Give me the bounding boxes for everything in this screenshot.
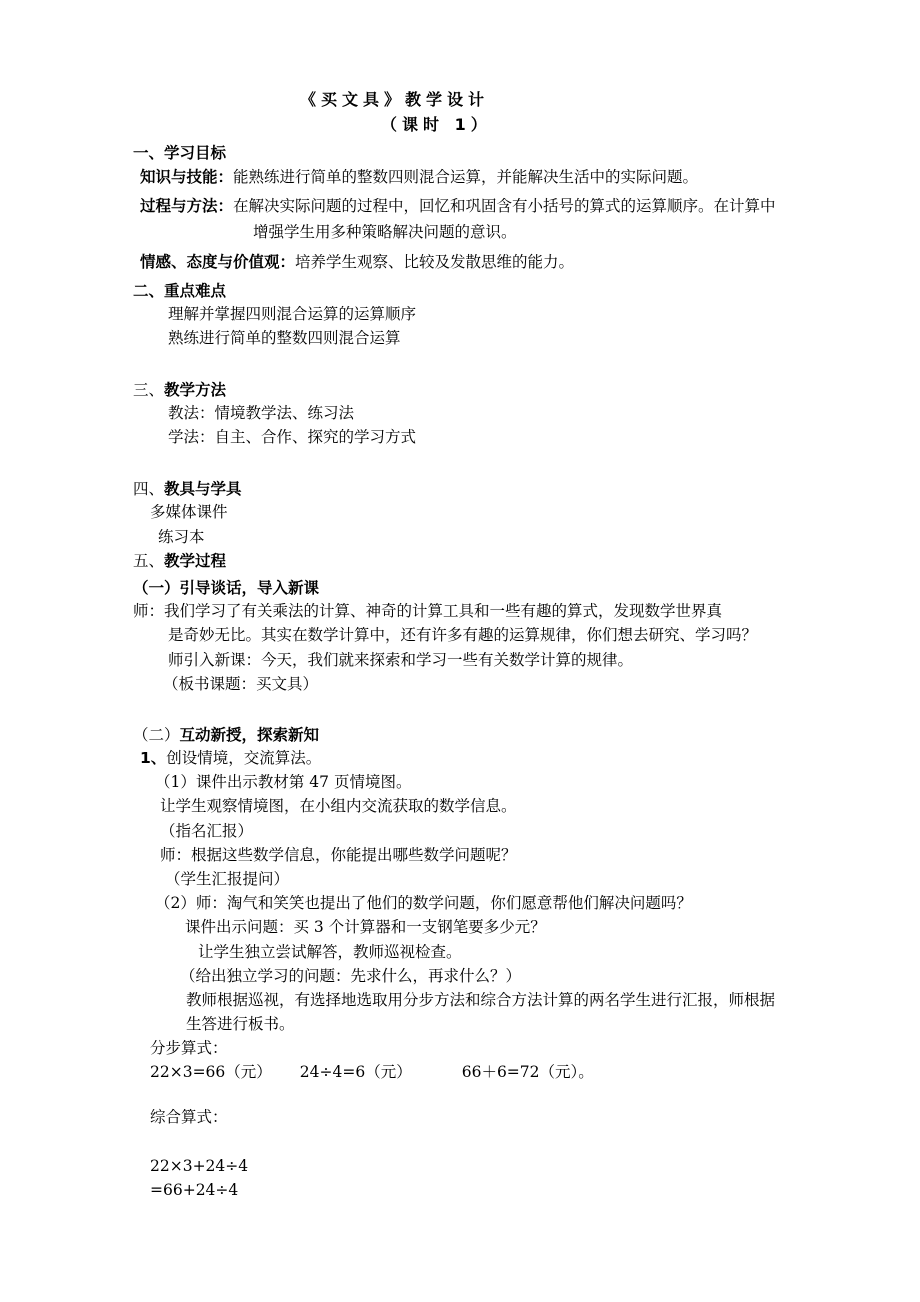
tool-item-1: 多媒体课件 bbox=[150, 503, 228, 521]
step-equation-1: 22×3=66（元） bbox=[150, 1063, 272, 1081]
part-1-heading: （一）引导谈话，导入新课 bbox=[133, 579, 320, 597]
part-2-title: 互动新授，探索新知 bbox=[179, 726, 320, 744]
combined-formula-line-1: 22×3+24÷4 bbox=[150, 1157, 249, 1175]
teaching-method-line: 教法：情境教学法、练习法 bbox=[168, 404, 355, 422]
process-method-text-1: 在解决实际问题的过程中，回忆和巩固含有小括号的算式的运算顺序。在计算中 bbox=[233, 197, 776, 215]
step-1-line bbox=[140, 748, 321, 768]
section-1-heading: 一、学习目标 bbox=[133, 144, 227, 162]
step-equation-2: 24÷4=6（元） bbox=[299, 1063, 412, 1081]
part-1-line-3: 师引入新课：今天，我们就来探索和学习一些有关数学计算的规律。 bbox=[168, 651, 634, 669]
tool-item-2: 练习本 bbox=[158, 528, 205, 546]
part-2-line-2: 让学生观察情境图，在小组内交流获取的数学信息。 bbox=[160, 797, 517, 815]
key-point-2: 熟练进行简单的整数四则混合运算 bbox=[168, 329, 401, 347]
knowledge-skills-line bbox=[140, 167, 698, 187]
section-5-heading bbox=[133, 551, 226, 571]
part-2-heading bbox=[133, 725, 319, 745]
part-2-line-8: 让学生独立尝试解答，教师巡视检查。 bbox=[198, 943, 462, 961]
knowledge-skills-text: 能熟练进行简单的整数四则混合运算，并能解决生活中的实际问题。 bbox=[233, 168, 699, 186]
section-3-title: 教学方法 bbox=[164, 381, 227, 399]
step-formula-label: 分步算式： bbox=[150, 1039, 228, 1057]
key-point-1: 理解并掌握四则混合运算的运算顺序 bbox=[168, 305, 417, 323]
section-5-number: 五、 bbox=[133, 552, 165, 570]
step-1-text: 创设情境，交流算法。 bbox=[166, 749, 322, 767]
part-2-line-5: （学生汇报提问） bbox=[165, 870, 290, 888]
section-4-heading bbox=[133, 479, 242, 499]
part-2-line-9: （给出独立学习的问题：先求什么，再求什么？） bbox=[180, 967, 522, 985]
process-method-text-2: 增强学生用多种策略解决问题的意识。 bbox=[253, 223, 517, 241]
part-2-line-1: （1）课件出示教材第 47 页情境图。 bbox=[155, 773, 412, 791]
process-method-line bbox=[140, 196, 776, 216]
section-3-number: 三、 bbox=[133, 381, 165, 399]
process-method-label: 过程与方法： bbox=[140, 197, 234, 215]
part-2-line-6: （2）师：淘气和笑笑也提出了他们的数学问题，你们愿意帮他们解决问题吗？ bbox=[155, 894, 692, 912]
document-title: 《买文具》教学设计 bbox=[300, 90, 490, 109]
part-2-line-3: （指名汇报） bbox=[160, 822, 254, 840]
part-1-line-2: 是奇妙无比。其实在数学计算中，还有许多有趣的运算规律，你们想去研究、学习吗？ bbox=[168, 626, 758, 644]
part-2-line-7: 课件出示问题：买 3 个计算器和一支钢笔要多少元？ bbox=[185, 918, 546, 936]
part-2-line-4: 师：根据这些数学信息，你能提出哪些数学问题呢？ bbox=[160, 846, 517, 864]
learning-method-line: 学法：自主、合作、探究的学习方式 bbox=[168, 428, 417, 446]
emotion-attitude-text: 培养学生观察、比较及发散思维的能力。 bbox=[295, 253, 575, 271]
step-formula-row bbox=[150, 1062, 594, 1082]
combined-formula-line-2: =66+24÷4 bbox=[150, 1181, 239, 1199]
part-2-line-10: 教师根据巡视，有选择地选取用分步方法和综合方法计算的两名学生进行汇报，师根据 bbox=[186, 991, 776, 1009]
emotion-attitude-line bbox=[140, 252, 574, 272]
section-3-heading bbox=[133, 380, 226, 400]
part-2-line-11: 生答进行板书。 bbox=[186, 1015, 295, 1033]
part-1-line-4: （板书课题：买文具） bbox=[163, 675, 319, 693]
document-subtitle: （课时 1） bbox=[381, 115, 492, 134]
step-equation-3: 66＋6=72（元）。 bbox=[461, 1063, 594, 1081]
section-4-number: 四、 bbox=[133, 480, 165, 498]
section-5-title: 教学过程 bbox=[164, 552, 227, 570]
part-2-number: （二） bbox=[133, 726, 180, 744]
knowledge-skills-label: 知识与技能： bbox=[140, 168, 234, 186]
step-1-number: 1、 bbox=[140, 749, 167, 767]
part-1-line-1: 师：我们学习了有关乘法的计算、神奇的计算工具和一些有趣的算式，发现数学世界真 bbox=[133, 602, 723, 620]
section-2-heading: 二、重点难点 bbox=[133, 282, 227, 300]
emotion-attitude-label: 情感、态度与价值观： bbox=[140, 253, 296, 271]
section-4-title: 教具与学具 bbox=[164, 480, 242, 498]
combined-formula-label: 综合算式： bbox=[150, 1108, 228, 1126]
